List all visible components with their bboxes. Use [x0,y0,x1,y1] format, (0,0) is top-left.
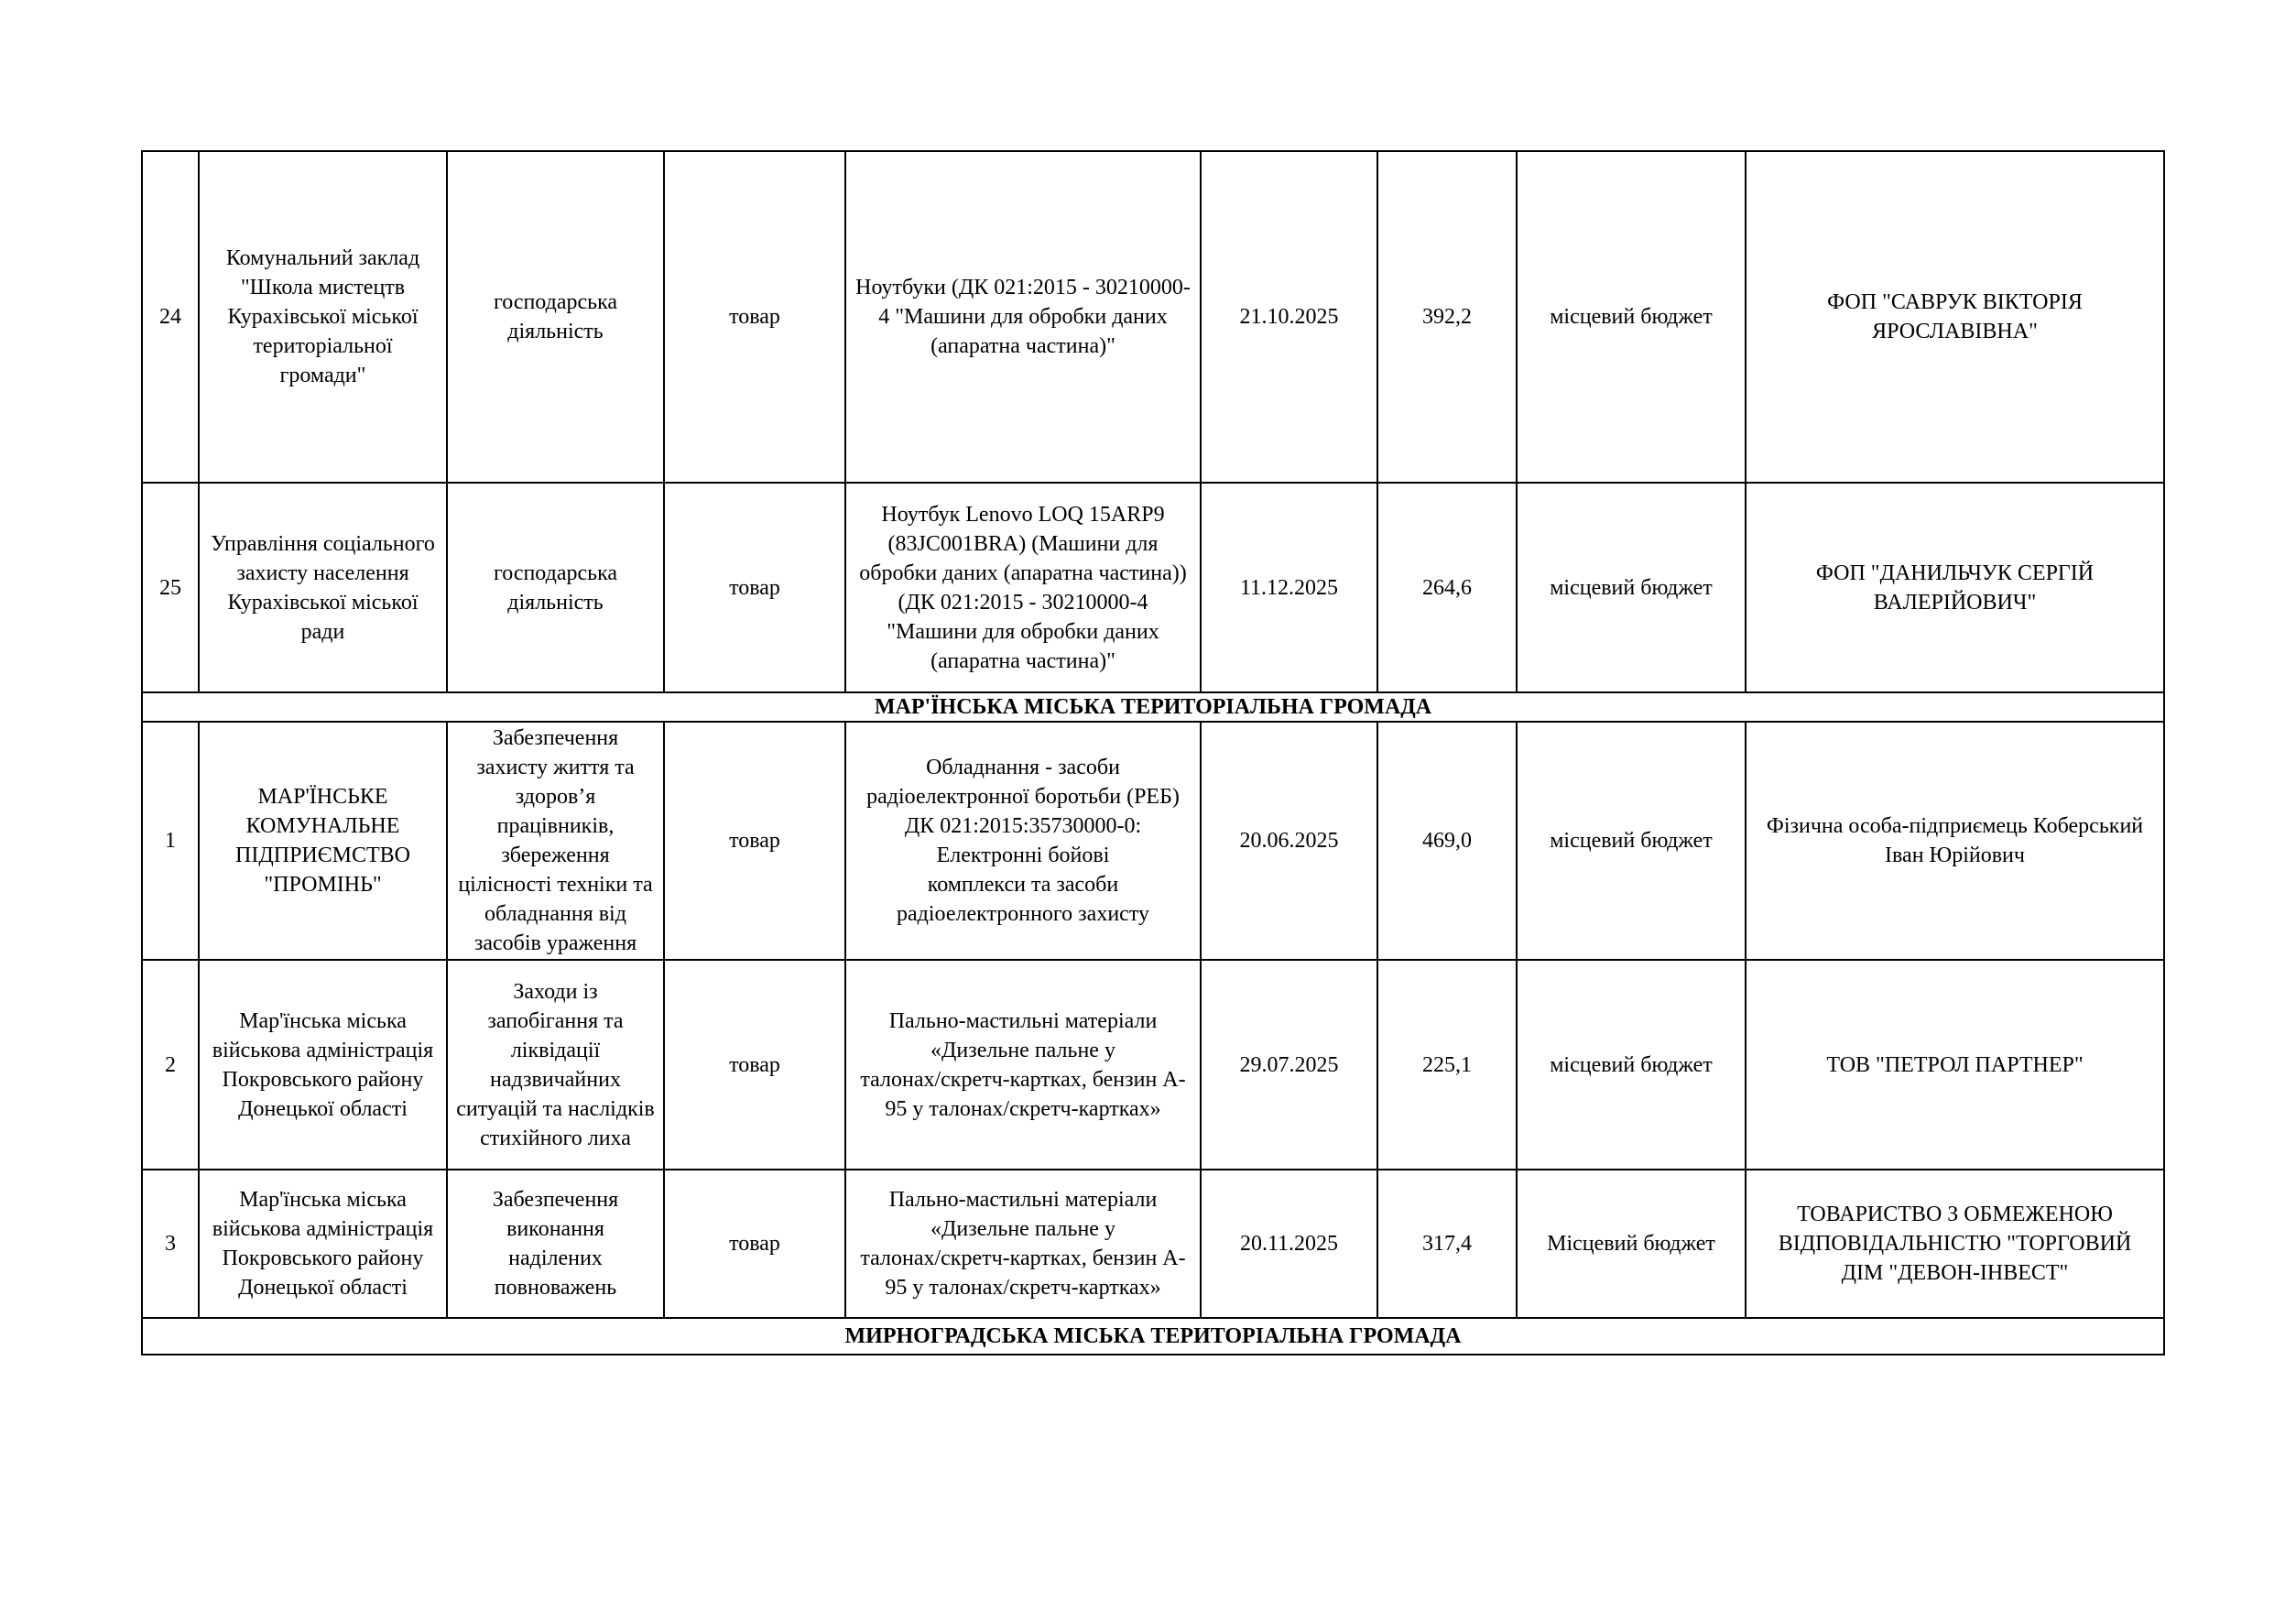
cell-date: 21.10.2025 [1201,151,1377,483]
cell-subject: Пально-мастильні матеріали «Дизельне пальне у талонах/скретч-картках, бензин А- 95 у талонах/скретч-картках» [845,960,1201,1170]
cell-date: 20.06.2025 [1201,722,1377,960]
cell-source: місцевий бюджет [1517,151,1746,483]
cell-subject: Пально-мастильні матеріали «Дизельне пальне у талонах/скретч-картках, бензин А- 95 у талонах/скретч-картках» [845,1170,1201,1318]
cell-subject: Обладнання - засоби радіоелектронної боротьби (РЕБ) ДК 021:2015:35730000-0: Електронні бойові комплекси та засоби радіоелектронного захисту [845,722,1201,960]
cell-amount: 392,2 [1377,151,1517,483]
cell-subject: Ноутбуки (ДК 021:2015 - 30210000- 4 "Машини для обробки даних (апаратна частина)" [845,151,1201,483]
section-row [142,1318,2164,1355]
cell-type: товар [664,483,845,692]
cell-subject: Ноутбук Lenovo LOQ 15ARP9 (83JC001BRA) (Машини для обробки даних (апаратна частина)) (ДК 021:2015 - 30210000-4 "Машини для обробки даних (апаратна частина)" [845,483,1201,692]
cell-no: 24 [142,151,199,483]
cell-org: Мар'їнська міська військова адміністрація Покровського району Донецької області [199,960,447,1170]
section-heading: МАР'ЇНСЬКА МІСЬКА ТЕРИТОРІАЛЬНА ГРОМАДА [142,692,2164,722]
cell-supplier: ТОВ "ПЕТРОЛ ПАРТНЕР" [1746,960,2164,1170]
cell-amount: 469,0 [1377,722,1517,960]
cell-date: 11.12.2025 [1201,483,1377,692]
section-row [142,692,2164,722]
section-heading: МИРНОГРАДСЬКА МІСЬКА ТЕРИТОРІАЛЬНА ГРОМАДА [142,1318,2164,1355]
cell-source: місцевий бюджет [1517,483,1746,692]
cell-purpose: Забезпечення захисту життя та здоров’я працівників, збереження цілісності техніки та обладнання від засобів ураження [447,722,664,960]
cell-supplier: ФОП "ДАНИЛЬЧУК СЕРГІЙ ВАЛЕРІЙОВИЧ" [1746,483,2164,692]
cell-no: 3 [142,1170,199,1318]
cell-amount: 264,6 [1377,483,1517,692]
cell-purpose: Заходи із запобігання та ліквідації надзвичайних ситуацій та наслідків стихійного лиха [447,960,664,1170]
table-row [142,483,2164,692]
cell-no: 25 [142,483,199,692]
cell-supplier: ФОП "САВРУК ВІКТОРІЯ ЯРОСЛАВІВНА" [1746,151,2164,483]
cell-purpose: Забезпечення виконання наділених повноважень [447,1170,664,1318]
cell-date: 29.07.2025 [1201,960,1377,1170]
cell-org: Комунальний заклад "Школа мистецтв Курахівської міської територіальної громади" [199,151,447,483]
cell-supplier: Фізична особа-підприємець Коберський Іван Юрійович [1746,722,2164,960]
cell-type: товар [664,1170,845,1318]
cell-amount: 225,1 [1377,960,1517,1170]
cell-org: Управління соціального захисту населення Курахівської міської ради [199,483,447,692]
cell-type: товар [664,151,845,483]
cell-type: товар [664,960,845,1170]
cell-source: Місцевий бюджет [1517,1170,1746,1318]
cell-source: місцевий бюджет [1517,960,1746,1170]
cell-source: місцевий бюджет [1517,722,1746,960]
table-row [142,1170,2164,1318]
cell-type: товар [664,722,845,960]
table-row [142,960,2164,1170]
table-row [142,722,2164,960]
cell-org: МАР'ЇНСЬКЕ КОМУНАЛЬНЕ ПІДПРИЄМСТВО "ПРОМІНЬ" [199,722,447,960]
cell-date: 20.11.2025 [1201,1170,1377,1318]
cell-no: 2 [142,960,199,1170]
cell-purpose: господарська діяльність [447,151,664,483]
cell-supplier: ТОВАРИСТВО З ОБМЕЖЕНОЮ ВІДПОВІДАЛЬНІСТЮ "ТОРГОВИЙ ДІМ "ДЕВОН-ІНВЕСТ" [1746,1170,2164,1318]
cell-amount: 317,4 [1377,1170,1517,1318]
cell-org: Мар'їнська міська військова адміністрація Покровського району Донецької області [199,1170,447,1318]
procurement-table [141,150,2165,1355]
cell-purpose: господарська діяльність [447,483,664,692]
table-row [142,151,2164,483]
cell-no: 1 [142,722,199,960]
